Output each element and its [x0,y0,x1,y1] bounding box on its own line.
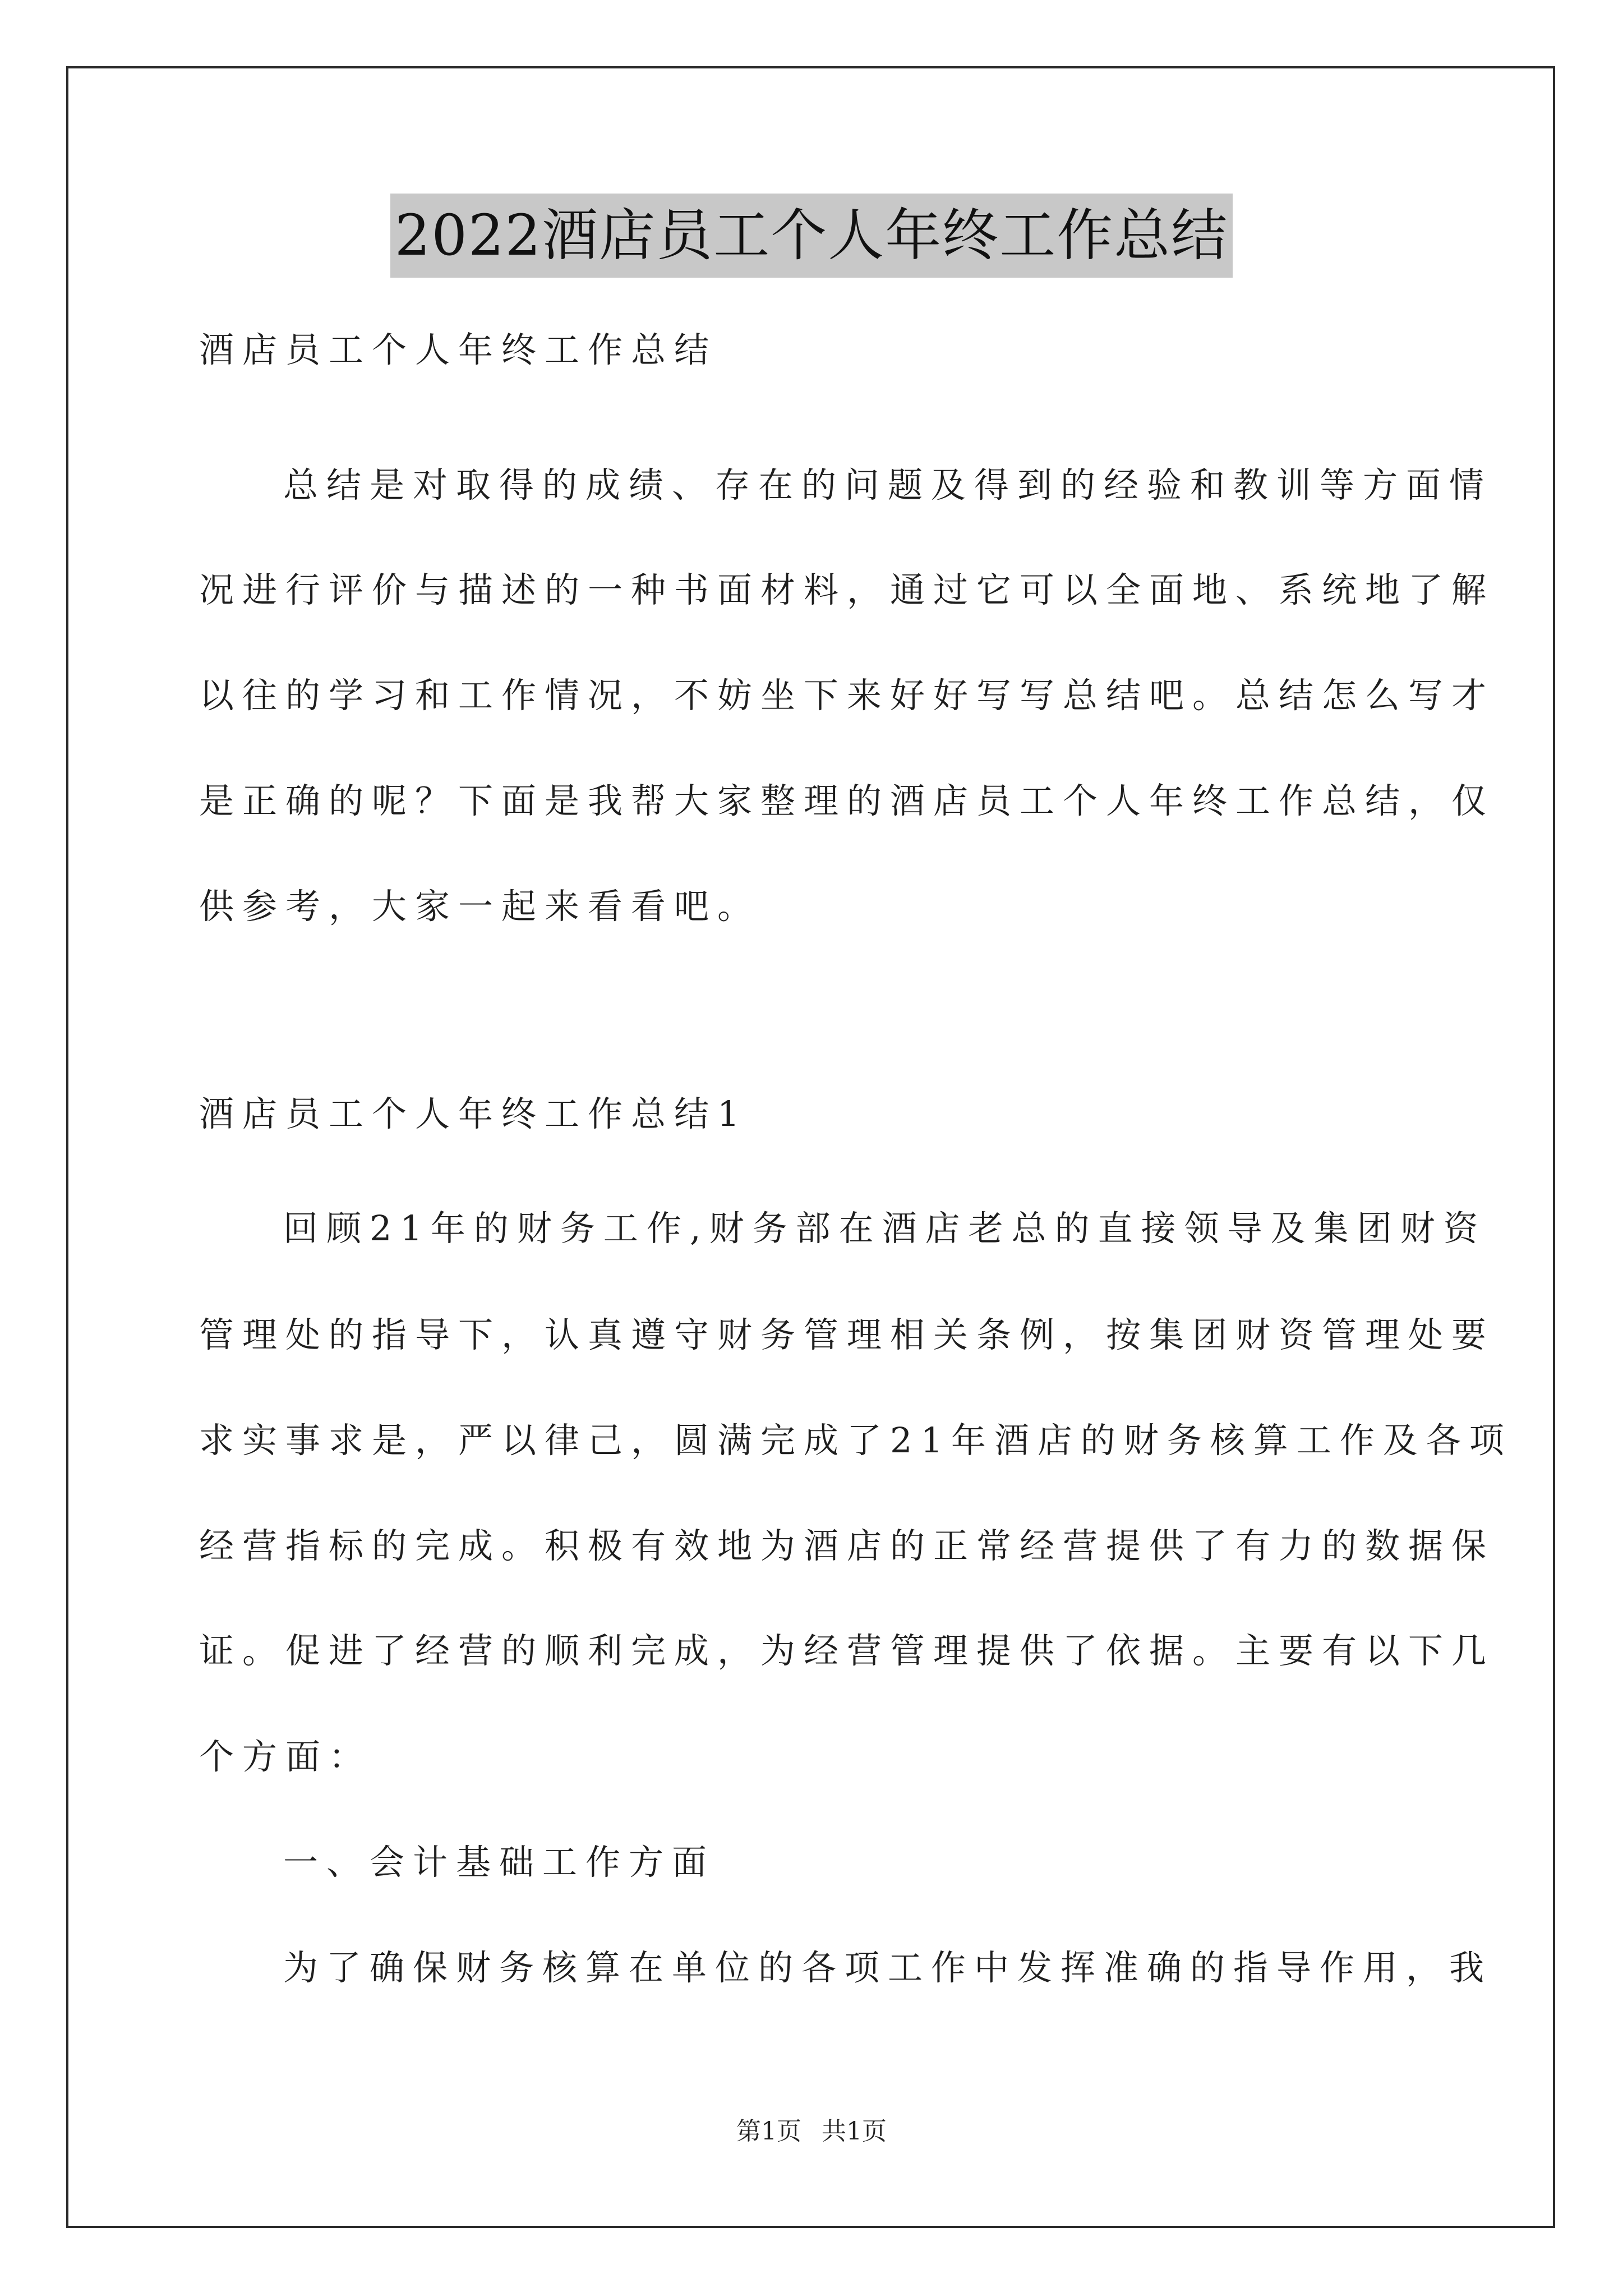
page-footer [0,2115,1623,2148]
page-border [66,66,1555,2228]
paragraph-line: 况进行评价与描述的一种书面材料，通过它可以全面地、系统地了解 [199,569,1495,610]
paragraph-line: 为了确保财务核算在单位的各项工作中发挥准确的指导作用，我 [283,1947,1493,1988]
title-container [0,194,1623,278]
paragraph-line: 证。促进了经营的顺利完成，为经营管理提供了依据。主要有以下几 [199,1630,1495,1671]
section-heading: 酒店员工个人年终工作总结1 [199,1093,748,1134]
paragraph-line: 供参考，大家一起来看看吧。 [199,886,761,927]
document-title: 2022酒店员工个人年终工作总结 [390,194,1233,278]
subsection-heading: 一、会计基础工作方面 [283,1842,716,1883]
paragraph-line: 管理处的指导下，认真遵守财务管理相关条例，按集团财资管理处要 [199,1314,1495,1355]
paragraph-line: 总结是对取得的成绩、存在的问题及得到的经验和教训等方面情 [283,464,1493,505]
page-number-current: 第1页 [736,2117,801,2146]
paragraph-line: 求实事求是，严以律己，圆满完成了21年酒店的财务核算工作及各项 [199,1420,1513,1461]
paragraph-line: 回顾21年的财务工作,财务部在酒店老总的直接领导及集团财资 [283,1208,1487,1249]
paragraph-line: 个方面： [199,1736,372,1777]
paragraph-line: 经营指标的完成。积极有效地为酒店的正常经营提供了有力的数据保 [199,1525,1495,1566]
paragraph-line: 以往的学习和工作情况，不妨坐下来好好写写总结吧。总结怎么写才 [199,675,1495,716]
page-number-total: 共1页 [822,2117,887,2146]
paragraph-line: 是正确的呢？下面是我帮大家整理的酒店员工个人年终工作总结，仅 [199,780,1495,821]
section-heading: 酒店员工个人年终工作总结 [199,329,718,370]
